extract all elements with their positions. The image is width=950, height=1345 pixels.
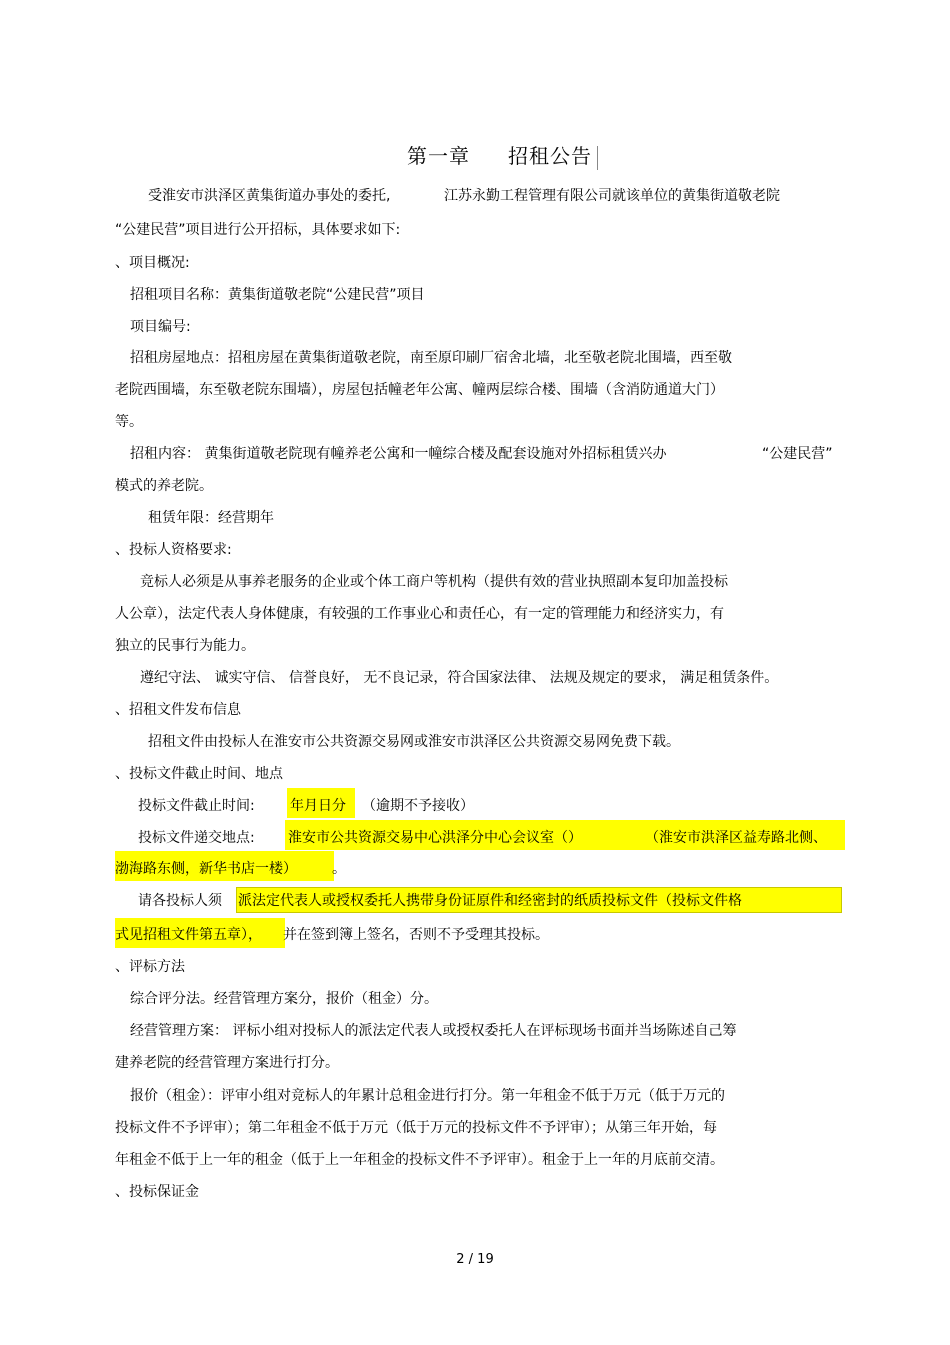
section-heading-6: 、投标保证金 [115, 1184, 199, 1200]
section-heading-1: 、项目概况: [115, 255, 190, 271]
section-heading-5: 、评标方法 [115, 959, 185, 975]
chapter-title [407, 143, 592, 169]
project-number: 项目编号: [130, 319, 191, 335]
section-heading-3: 、招租文件发布信息 [115, 702, 241, 718]
location-label: 投标文件递交地点: [138, 830, 255, 846]
location-line-3: 等。 [115, 414, 143, 430]
section-heading-2: 、投标人资格要求: [115, 542, 232, 558]
qualification-line-3: 独立的民事行为能力。 [115, 638, 255, 654]
document-release: 招租文件由投标人在淮安市公共资源交易网或淮安市洪泽区公共资源交易网免费下载。 [148, 734, 680, 750]
qualification-line-4: 遵纪守法、 诚实守信、 信誉良好， 无不良记录，符合国家法律、 法规及规定的要求， 满足租赁条件。 [140, 670, 779, 686]
intro-line-2: “公建民营”项目进行公开招标，具体要求如下: [115, 222, 401, 238]
content-line-1b: “公建民营” [762, 446, 833, 462]
location-value-3: 渤海路东侧，新华书店一楼） [115, 861, 297, 877]
management-plan-line-1: 经营管理方案： 评标小组对投标人的派法定代表人或授权委托人在评标现场书面并当场陈述自己筹 [130, 1023, 737, 1039]
rent-line-3: 年租金不低于上一年的租金（低于上一年租金的投标文件不予评审）。租金于上一年的月底前交清。 [115, 1152, 724, 1168]
section-heading-4: 、投标文件截止时间、地点 [115, 766, 283, 782]
qualification-line-1: 竞标人必须是从事养老服务的企业或个体工商户等机构（提供有效的营业执照副本复印加盖投标 [140, 574, 728, 590]
chapter-name: 招租公告 [508, 144, 592, 168]
content-line-2: 模式的养老院。 [115, 478, 213, 494]
page-number: 2 / 19 [456, 1252, 494, 1267]
qualification-line-2: 人公章），法定代表人身体健康，有较强的工作事业心和责任心，有一定的管理能力和经济实力，有 [115, 606, 724, 622]
requirement-value-1: 派法定代表人或授权委托人携带身份证原件和经密封的纸质投标文件（投标文件格 [238, 893, 742, 909]
project-name: 招租项目名称：黄集街道敬老院“公建民营”项目 [130, 287, 425, 303]
intro-line-1b: 江苏永勤工程管理有限公司就该单位的黄集街道敬老院 [444, 188, 780, 204]
evaluation-method: 综合评分法。经营管理方案分，报价（租金）分。 [130, 991, 438, 1007]
requirement-label: 请各投标人须 [138, 893, 222, 909]
content-line-1a: 招租内容： 黄集街道敬老院现有幢养老公寓和一幢综合楼及配套设施对外招标租赁兴办 [130, 446, 667, 462]
location-value-2: （淮安市洪泽区益寿路北侧、 [645, 830, 827, 846]
rent-line-2: 投标文件不予评审）；第二年租金不低于万元（低于万元的投标文件不予评审）；从第三年开始，每 [115, 1120, 717, 1136]
deadline-label: 投标文件截止时间: [138, 798, 255, 814]
location-line-2: 老院西围墙，东至敬老院东围墙），房屋包括幢老年公寓、幢两层综合楼、围墙（含消防通道大门） [115, 382, 724, 398]
location-end: 。 [332, 861, 346, 877]
requirement-rest: 并在签到簿上签名，否则不予受理其投标。 [283, 927, 549, 943]
lease-term: 租赁年限：经营期年 [148, 510, 274, 526]
deadline-value: 年月日分 [290, 798, 346, 814]
deadline-note: （逾期不予接收） [362, 798, 474, 814]
intro-line-1a: 受淮安市洪泽区黄集街道办事处的委托, [148, 188, 391, 204]
management-plan-line-2: 建养老院的经营管理方案进行打分。 [115, 1055, 339, 1071]
text-cursor [597, 146, 598, 170]
chapter-number: 第一章 [407, 144, 470, 168]
requirement-value-2: 式见招租文件第五章）， [115, 927, 262, 943]
location-line-1: 招租房屋地点：招租房屋在黄集街道敬老院，南至原印刷厂宿舍北墙，北至敬老院北围墙，西至敬 [130, 350, 732, 366]
location-value-1: 淮安市公共资源交易中心洪泽分中心会议室（） [288, 830, 582, 846]
rent-line-1: 报价（租金）：评审小组对竞标人的年累计总租金进行打分。第一年租金不低于万元（低于万元的 [130, 1088, 725, 1104]
